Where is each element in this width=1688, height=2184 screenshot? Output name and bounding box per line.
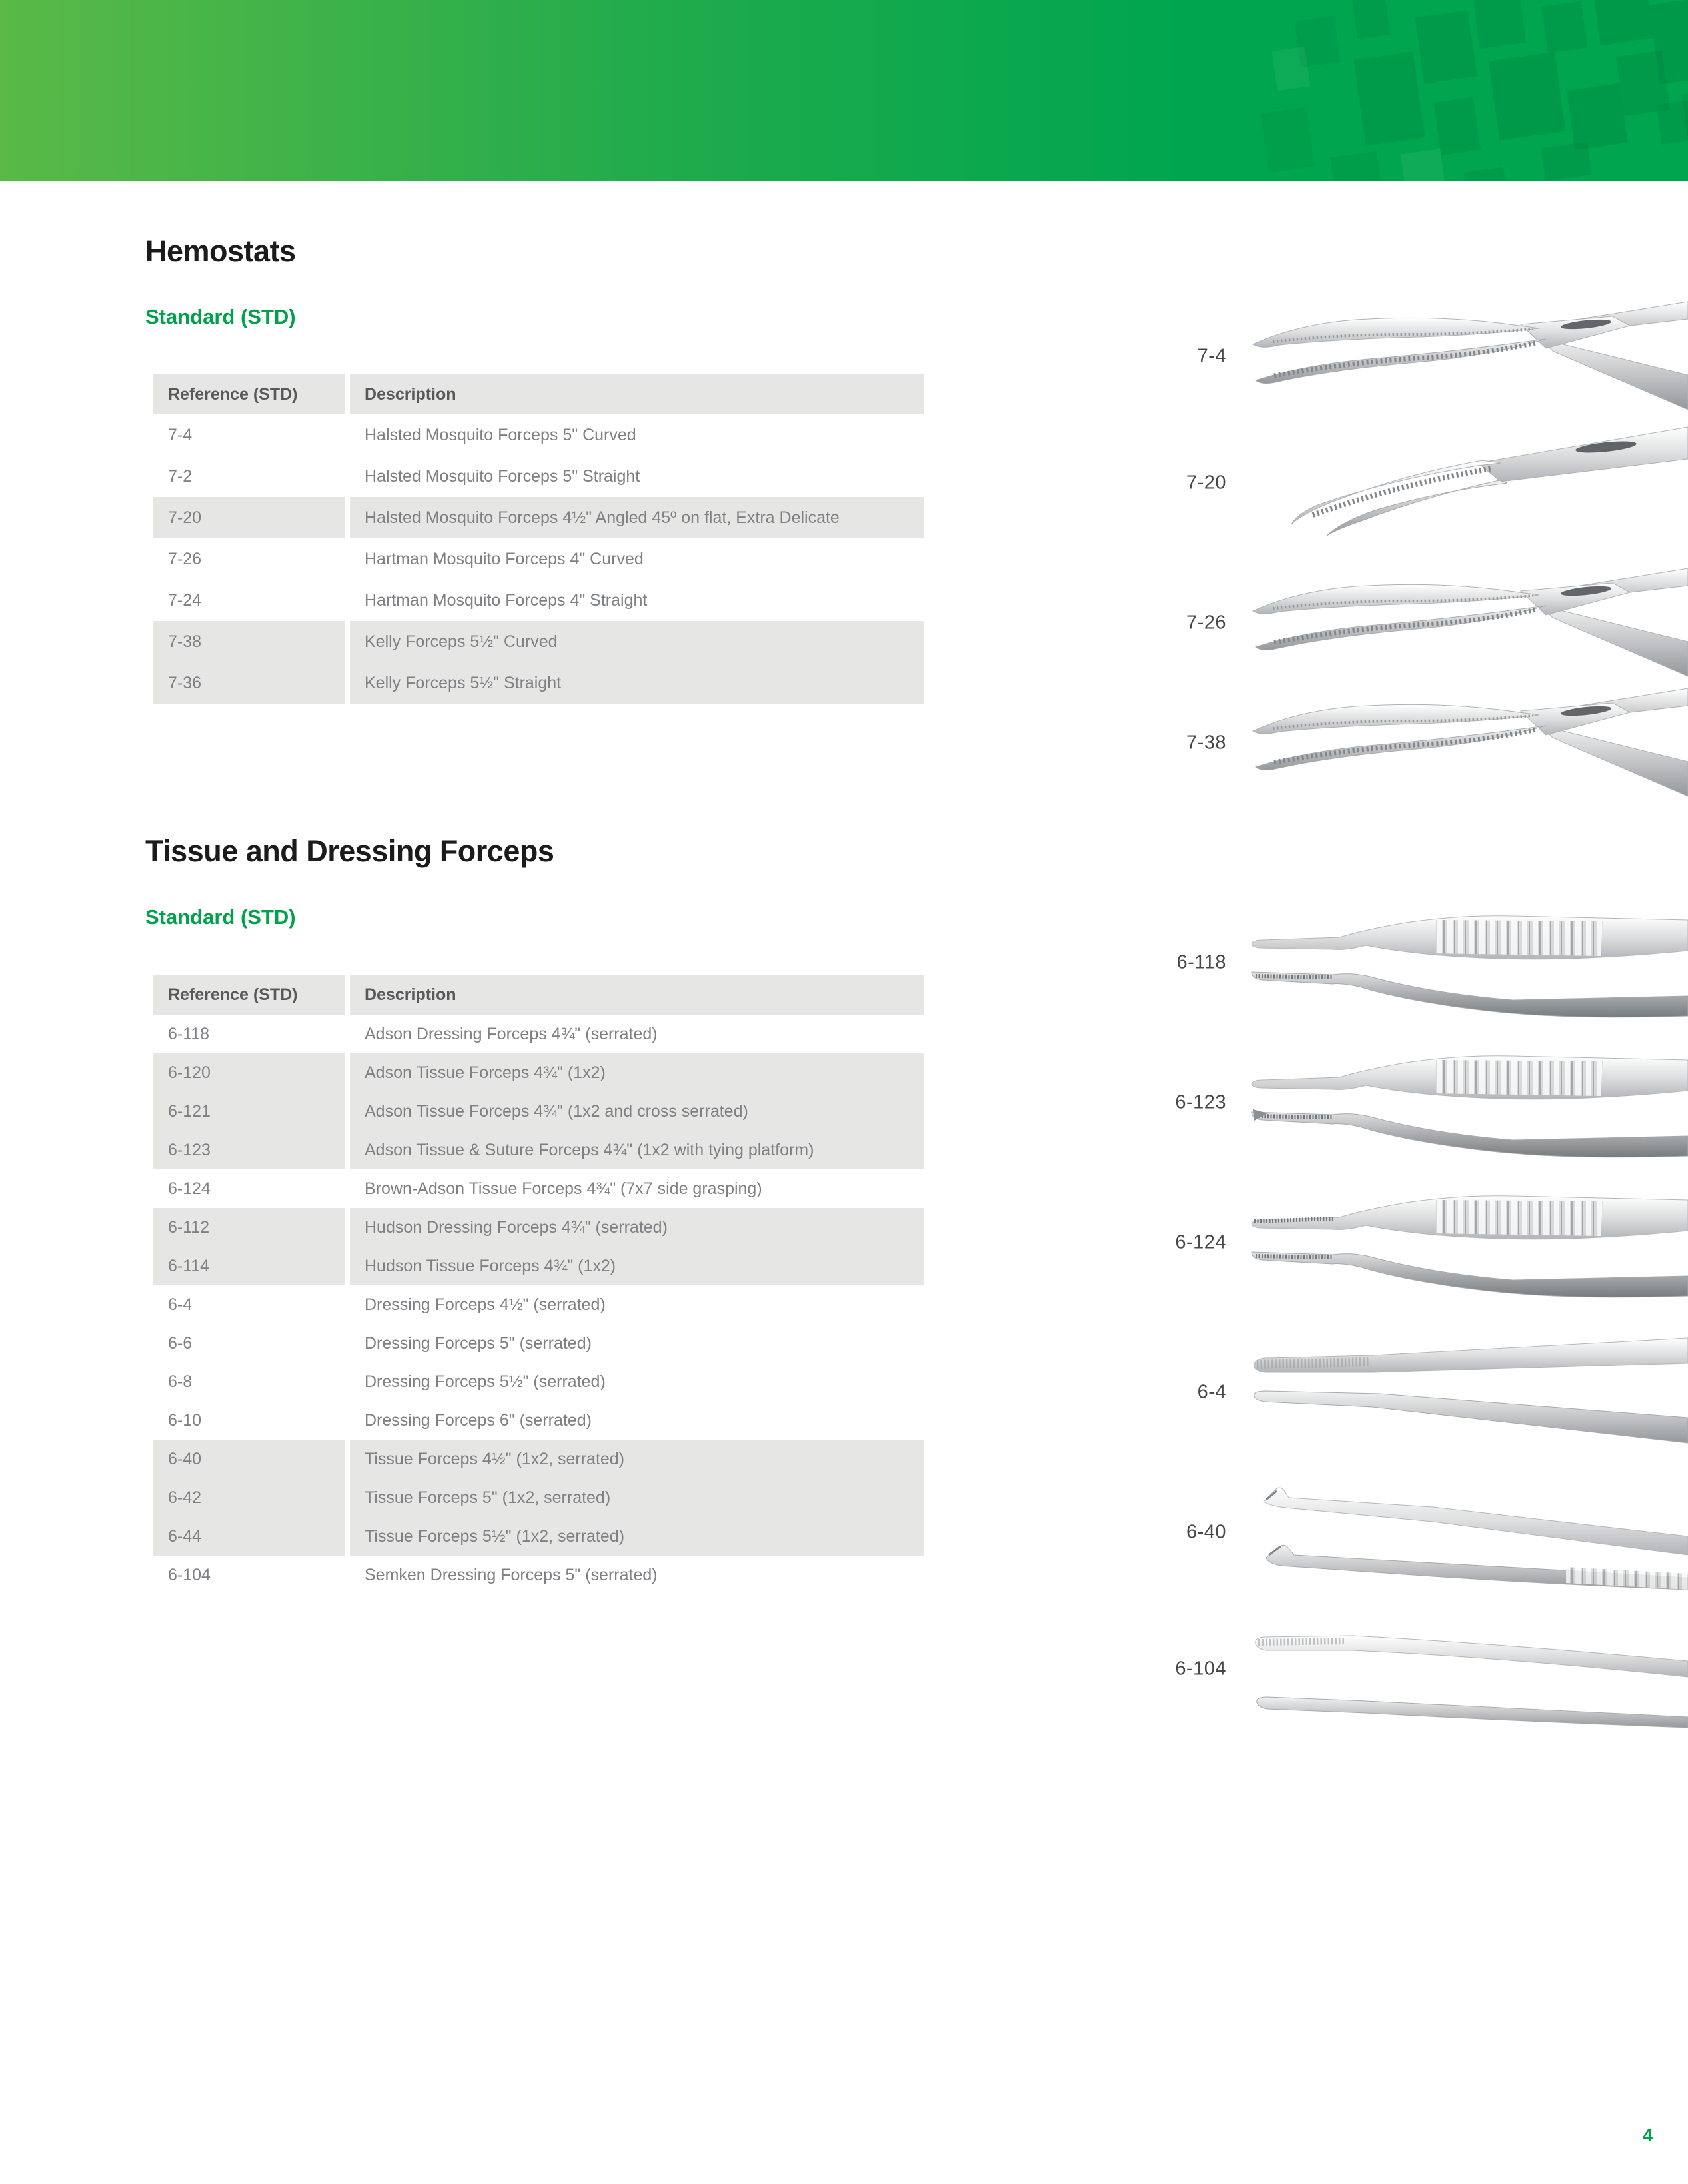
figure-label: 6-40 [1186,1521,1226,1543]
header-banner [0,0,1688,181]
reference-cell: 6-8 [168,1372,193,1391]
reference-cell: 7-4 [168,425,193,444]
figure-label: 7-20 [1186,472,1226,494]
figure-label: 7-26 [1186,612,1226,634]
description-cell: Hartman Mosquito Forceps 4" Curved [365,549,644,568]
reference-cell: 6-118 [168,1024,210,1043]
reference-cell: 6-104 [168,1565,211,1584]
instrument-figure [1133,1183,1688,1303]
figure-label: 6-118 [1176,951,1226,973]
table-header-row [153,975,924,1015]
reference-cell: 7-26 [168,549,202,568]
table-row [153,1285,924,1324]
description-cell: Dressing Forceps 5½" (serrated) [365,1372,606,1391]
figure-label: 6-104 [1175,1658,1226,1680]
table-row [153,1401,924,1440]
table-row [153,1556,924,1594]
section-hemostats [145,234,925,692]
reference-cell: 7-36 [153,662,345,704]
table-row [153,1324,924,1363]
description-cell: Adson Tissue & Suture Forceps 4¾" (1x2 with tying platform) [350,1131,924,1169]
description-cell: Adson Dressing Forceps 4¾" (serrated) [365,1024,658,1043]
reference-cell: 7-24 [168,590,202,610]
instrument-image-tissue-hook [1233,1472,1688,1592]
reference-cell: 7-20 [153,497,345,538]
reference-cell: 6-42 [153,1478,345,1517]
table-row [153,1440,924,1478]
description-cell: Tissue Forceps 5½" (1x2, serrated) [350,1517,924,1556]
figure-label: 6-123 [1175,1091,1226,1113]
figure-label: 6-4 [1197,1381,1226,1403]
reference-cell: 6-4 [168,1295,193,1314]
instrument-figure [1133,423,1688,543]
description-cell: Halsted Mosquito Forceps 4½" Angled 45º on flat, Extra Delicate [350,497,924,538]
table-row [153,456,924,497]
reference-cell: 6-114 [153,1247,345,1285]
table-body [153,414,924,704]
instrument-figure [1133,1043,1688,1163]
description-cell: Hudson Tissue Forceps 4¾" (1x2) [350,1247,924,1285]
description-cell: Dressing Forceps 6" (serrated) [365,1410,592,1430]
reference-cell: 6-120 [153,1053,345,1092]
instrument-image-adson [1233,903,1688,1023]
section-subtitle: Standard (STD) [145,905,296,929]
reference-cell: 6-124 [168,1179,211,1198]
figure-label: 7-38 [1186,732,1226,754]
instrument-image-hemostat-curved [1233,563,1688,683]
reference-cell: 6-44 [153,1517,345,1556]
instrument-image-adson-toothed [1233,1043,1688,1163]
table-row [153,1517,924,1556]
reference-cell: 6-6 [168,1333,193,1353]
reference-cell: 6-10 [168,1410,202,1430]
hemostats-table [153,374,924,704]
table-row [153,1131,924,1169]
page-number: 4 [1642,2125,1653,2145]
table-body [153,1015,924,1594]
instrument-image-dressing-straight [1233,1333,1688,1452]
figure-label: 7-4 [1197,345,1226,367]
column-header-description: Description [350,374,924,414]
description-cell: Kelly Forceps 5½" Straight [350,662,924,704]
table-row [153,580,924,621]
table-row [153,662,924,704]
table-row [153,621,924,662]
reference-cell: 7-38 [153,621,345,662]
table-header-row [153,374,924,414]
column-header-reference: Reference (STD) [153,975,345,1015]
description-cell: Tissue Forceps 4½" (1x2, serrated) [350,1440,924,1478]
table-row [153,1053,924,1092]
tissue-dressing-table [153,975,924,1594]
reference-cell: 6-40 [153,1440,345,1478]
table-row [153,1247,924,1285]
description-cell: Kelly Forceps 5½" Curved [350,621,924,662]
instrument-figure [1133,296,1688,416]
section-subtitle: Standard (STD) [145,305,296,328]
instrument-figure [1133,1472,1688,1592]
description-cell: Adson Tissue Forceps 4¾" (1x2) [350,1053,924,1092]
figure-label: 6-124 [1175,1231,1226,1253]
description-cell: Halsted Mosquito Forceps 5" Curved [365,425,636,444]
table-row [153,1208,924,1247]
column-header-reference: Reference (STD) [153,374,345,414]
table-row [153,1478,924,1517]
column-header-description: Description [350,975,924,1015]
instrument-figure [1133,1333,1688,1452]
table-row [153,1015,924,1053]
reference-cell: 7-2 [168,466,193,486]
section-tissue-dressing-forceps [145,834,925,1584]
table-row [153,1363,924,1401]
description-cell: Semken Dressing Forceps 5" (serrated) [365,1565,658,1584]
table-row [153,538,924,580]
instrument-figure [1133,1609,1688,1729]
instrument-image-brown-adson [1233,1183,1688,1303]
table-row [153,1092,924,1131]
table-row [153,414,924,456]
description-cell: Brown-Adson Tissue Forceps 4¾" (7x7 side grasping) [365,1179,762,1198]
section-title: Tissue and Dressing Forceps [145,834,554,868]
table-row [153,1169,924,1208]
description-cell: Dressing Forceps 5" (serrated) [365,1333,592,1353]
instrument-figure [1133,903,1688,1023]
reference-cell: 6-123 [153,1131,345,1169]
description-cell: Halsted Mosquito Forceps 5" Straight [365,466,640,486]
instrument-image-semken [1233,1609,1688,1729]
instrument-figure [1133,563,1688,683]
table-row [153,497,924,538]
instrument-image-hemostat-curved [1233,683,1688,803]
instrument-image-hemostat-angled [1233,423,1688,543]
reference-cell: 6-112 [153,1208,345,1247]
description-cell: Tissue Forceps 5" (1x2, serrated) [350,1478,924,1517]
reference-cell: 6-121 [153,1092,345,1131]
instrument-image-hemostat-curved [1233,296,1688,416]
description-cell: Hudson Dressing Forceps 4¾" (serrated) [350,1208,924,1247]
section-title: Hemostats [145,234,296,268]
description-cell: Adson Tissue Forceps 4¾" (1x2 and cross serrated) [350,1092,924,1131]
instrument-figure [1133,683,1688,803]
description-cell: Hartman Mosquito Forceps 4" Straight [365,590,648,610]
description-cell: Dressing Forceps 4½" (serrated) [365,1295,606,1314]
